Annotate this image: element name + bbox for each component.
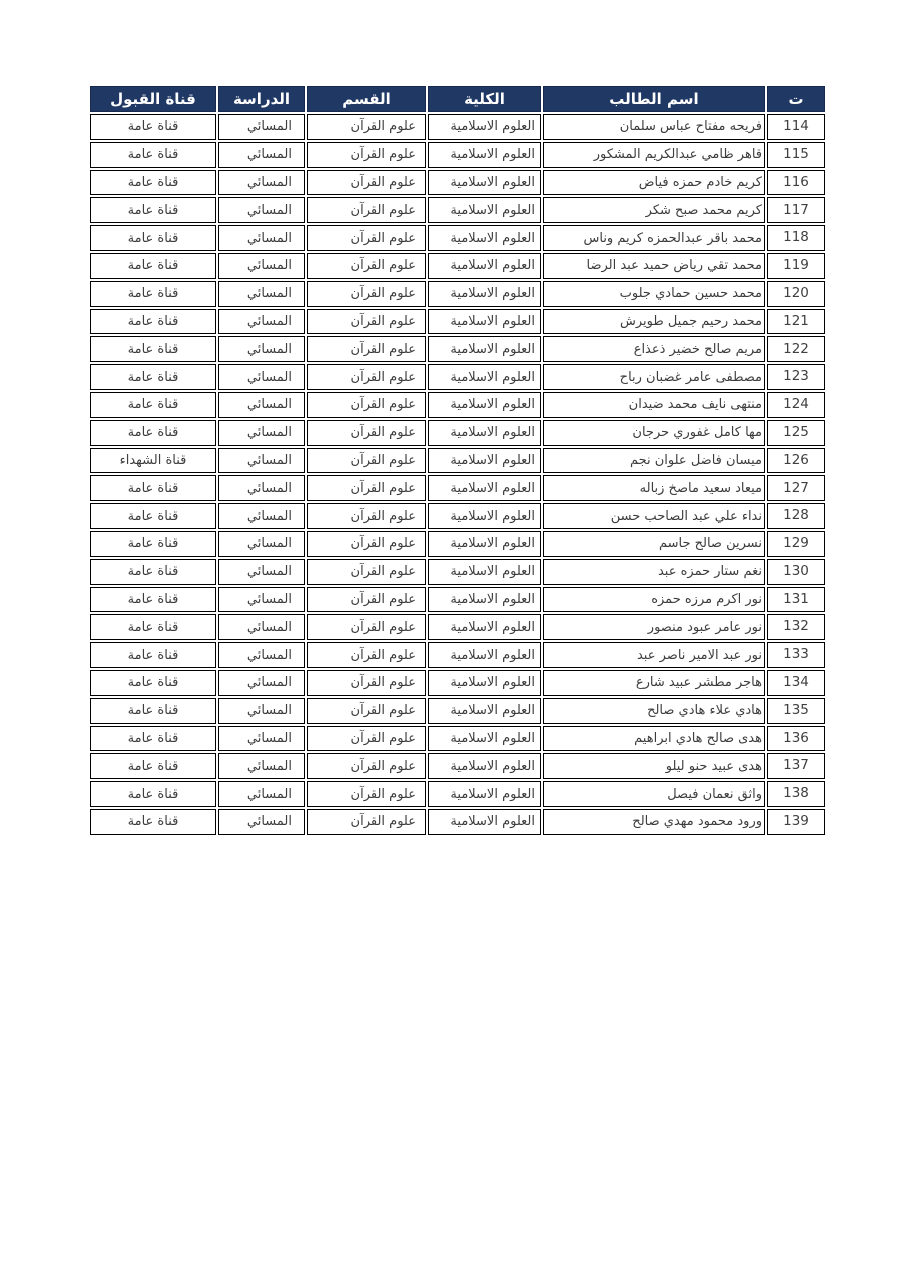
header-study-type: الدراسة [218,86,305,112]
cell-college: العلوم الاسلامية [428,781,541,807]
cell-student-name: محمد باقر عبدالحمزه كريم وناس [543,225,765,251]
cell-study-type: المسائي [218,781,305,807]
cell-student-name: هدى عبيد حنو ليلو [543,753,765,779]
cell-college: العلوم الاسلامية [428,642,541,668]
cell-student-name: مصطفى عامر غضبان رباح [543,364,765,390]
cell-admission-channel: قناة عامة [90,809,216,835]
table-body [90,114,825,835]
cell-college: العلوم الاسلامية [428,670,541,696]
cell-admission-channel: قناة عامة [90,281,216,307]
cell-college: العلوم الاسلامية [428,281,541,307]
cell-department: علوم القرآن [307,698,426,724]
cell-study-type: المسائي [218,114,305,140]
table-row [90,698,825,724]
cell-department: علوم القرآن [307,253,426,279]
cell-student-name: كريم محمد صبح شكر [543,197,765,223]
cell-department: علوم القرآن [307,309,426,335]
table-row [90,726,825,752]
cell-department: علوم القرآن [307,587,426,613]
table-row [90,420,825,446]
cell-department: علوم القرآن [307,642,426,668]
cell-student-name: منتهى نايف محمد ضيدان [543,392,765,418]
cell-department: علوم القرآن [307,726,426,752]
cell-study-type: المسائي [218,503,305,529]
cell-department: علوم القرآن [307,197,426,223]
cell-department: علوم القرآن [307,614,426,640]
cell-serial: 118 [767,225,825,251]
cell-study-type: المسائي [218,197,305,223]
table-row [90,281,825,307]
cell-serial: 128 [767,503,825,529]
table-row [90,587,825,613]
header-serial: ت [767,86,825,112]
cell-serial: 116 [767,170,825,196]
cell-college: العلوم الاسلامية [428,225,541,251]
cell-college: العلوم الاسلامية [428,448,541,474]
cell-serial: 130 [767,559,825,585]
cell-study-type: المسائي [218,225,305,251]
cell-admission-channel: قناة عامة [90,698,216,724]
cell-study-type: المسائي [218,614,305,640]
cell-admission-channel: قناة الشهداء [90,448,216,474]
cell-study-type: المسائي [218,475,305,501]
cell-admission-channel: قناة عامة [90,475,216,501]
cell-college: العلوم الاسلامية [428,531,541,557]
table-row [90,670,825,696]
table-row [90,225,825,251]
cell-student-name: نور اكرم مرزه حمزه [543,587,765,613]
cell-serial: 125 [767,420,825,446]
cell-student-name: ورود محمود مهدي صالح [543,809,765,835]
cell-admission-channel: قناة عامة [90,503,216,529]
cell-study-type: المسائي [218,420,305,446]
cell-admission-channel: قناة عامة [90,559,216,585]
cell-college: العلوم الاسلامية [428,475,541,501]
cell-department: علوم القرآن [307,448,426,474]
cell-department: علوم القرآن [307,753,426,779]
cell-study-type: المسائي [218,726,305,752]
cell-college: العلوم الاسلامية [428,614,541,640]
cell-admission-channel: قناة عامة [90,753,216,779]
cell-admission-channel: قناة عامة [90,197,216,223]
cell-department: علوم القرآن [307,114,426,140]
table-row [90,642,825,668]
table-row [90,475,825,501]
cell-admission-channel: قناة عامة [90,670,216,696]
table-row [90,197,825,223]
cell-admission-channel: قناة عامة [90,420,216,446]
cell-study-type: المسائي [218,448,305,474]
cell-study-type: المسائي [218,642,305,668]
cell-serial: 119 [767,253,825,279]
cell-serial: 132 [767,614,825,640]
cell-study-type: المسائي [218,336,305,362]
cell-admission-channel: قناة عامة [90,392,216,418]
cell-department: علوم القرآن [307,559,426,585]
cell-study-type: المسائي [218,587,305,613]
cell-college: العلوم الاسلامية [428,559,541,585]
cell-study-type: المسائي [218,253,305,279]
cell-serial: 124 [767,392,825,418]
cell-student-name: مريم صالح خضير ذعذاع [543,336,765,362]
cell-college: العلوم الاسلامية [428,114,541,140]
cell-serial: 137 [767,753,825,779]
cell-admission-channel: قناة عامة [90,336,216,362]
cell-department: علوم القرآن [307,364,426,390]
cell-admission-channel: قناة عامة [90,587,216,613]
cell-department: علوم القرآن [307,392,426,418]
cell-admission-channel: قناة عامة [90,781,216,807]
cell-serial: 136 [767,726,825,752]
cell-study-type: المسائي [218,670,305,696]
table-row [90,142,825,168]
table-row [90,114,825,140]
cell-student-name: واثق نعمان فيصل [543,781,765,807]
header-admission-channel: قناة القبول [90,86,216,112]
students-table [88,84,827,837]
cell-college: العلوم الاسلامية [428,170,541,196]
cell-department: علوم القرآن [307,281,426,307]
cell-serial: 134 [767,670,825,696]
cell-study-type: المسائي [218,392,305,418]
cell-department: علوم القرآن [307,781,426,807]
cell-admission-channel: قناة عامة [90,531,216,557]
cell-student-name: نسرين صالح جاسم [543,531,765,557]
cell-college: العلوم الاسلامية [428,587,541,613]
cell-college: العلوم الاسلامية [428,197,541,223]
cell-college: العلوم الاسلامية [428,503,541,529]
cell-admission-channel: قناة عامة [90,253,216,279]
cell-study-type: المسائي [218,142,305,168]
table-row [90,448,825,474]
cell-student-name: هاجر مطشر عبيد شارع [543,670,765,696]
table-row [90,336,825,362]
cell-college: العلوم الاسلامية [428,309,541,335]
table-row [90,309,825,335]
cell-serial: 131 [767,587,825,613]
cell-college: العلوم الاسلامية [428,253,541,279]
cell-department: علوم القرآن [307,809,426,835]
cell-admission-channel: قناة عامة [90,225,216,251]
table-header-row [90,86,825,112]
cell-admission-channel: قناة عامة [90,142,216,168]
cell-student-name: محمد تقي رياض حميد عبد الرضا [543,253,765,279]
table-row [90,559,825,585]
cell-admission-channel: قناة عامة [90,642,216,668]
cell-department: علوم القرآن [307,475,426,501]
table-row [90,392,825,418]
cell-student-name: فريحه مفتاح عباس سلمان [543,114,765,140]
cell-student-name: محمد رحيم جميل طويرش [543,309,765,335]
table-row [90,364,825,390]
cell-department: علوم القرآن [307,503,426,529]
cell-student-name: مها كامل غفوري حرجان [543,420,765,446]
cell-study-type: المسائي [218,559,305,585]
cell-college: العلوم الاسلامية [428,392,541,418]
cell-serial: 122 [767,336,825,362]
cell-serial: 115 [767,142,825,168]
cell-study-type: المسائي [218,753,305,779]
cell-college: العلوم الاسلامية [428,364,541,390]
table-row [90,170,825,196]
cell-student-name: قاهر ظامي عبدالكريم المشكور [543,142,765,168]
header-college: الكلية [428,86,541,112]
cell-college: العلوم الاسلامية [428,698,541,724]
cell-student-name: هدى صالح هادي ابراهيم [543,726,765,752]
header-student-name: اسم الطالب [543,86,765,112]
header-department: القسم [307,86,426,112]
table-row [90,503,825,529]
cell-department: علوم القرآن [307,336,426,362]
cell-admission-channel: قناة عامة [90,364,216,390]
cell-serial: 117 [767,197,825,223]
cell-student-name: ميعاد سعيد ماصخ زباله [543,475,765,501]
cell-admission-channel: قناة عامة [90,614,216,640]
cell-admission-channel: قناة عامة [90,309,216,335]
table-row [90,781,825,807]
cell-student-name: كريم خادم حمزه فياض [543,170,765,196]
cell-serial: 139 [767,809,825,835]
cell-study-type: المسائي [218,698,305,724]
cell-serial: 121 [767,309,825,335]
cell-admission-channel: قناة عامة [90,726,216,752]
cell-college: العلوم الاسلامية [428,753,541,779]
cell-college: العلوم الاسلامية [428,336,541,362]
cell-serial: 123 [767,364,825,390]
cell-student-name: ميسان فاضل علوان نجم [543,448,765,474]
cell-student-name: نداء علي عبد الصاحب حسن [543,503,765,529]
cell-department: علوم القرآن [307,170,426,196]
cell-serial: 138 [767,781,825,807]
cell-serial: 120 [767,281,825,307]
cell-student-name: هادي علاء هادي صالح [543,698,765,724]
cell-college: العلوم الاسلامية [428,726,541,752]
cell-department: علوم القرآن [307,225,426,251]
cell-serial: 135 [767,698,825,724]
cell-serial: 129 [767,531,825,557]
cell-department: علوم القرآن [307,142,426,168]
cell-department: علوم القرآن [307,420,426,446]
table-row [90,531,825,557]
cell-serial: 126 [767,448,825,474]
cell-department: علوم القرآن [307,670,426,696]
cell-student-name: نغم ستار حمزه عبد [543,559,765,585]
cell-student-name: نور عبد الامير ناصر عبد [543,642,765,668]
cell-serial: 127 [767,475,825,501]
cell-study-type: المسائي [218,281,305,307]
table-row [90,809,825,835]
cell-admission-channel: قناة عامة [90,114,216,140]
cell-study-type: المسائي [218,809,305,835]
table-row [90,253,825,279]
cell-college: العلوم الاسلامية [428,142,541,168]
cell-department: علوم القرآن [307,531,426,557]
cell-study-type: المسائي [218,364,305,390]
table-row [90,753,825,779]
cell-serial: 133 [767,642,825,668]
cell-college: العلوم الاسلامية [428,420,541,446]
cell-serial: 114 [767,114,825,140]
cell-student-name: محمد حسين حمادي جلوب [543,281,765,307]
cell-study-type: المسائي [218,309,305,335]
cell-study-type: المسائي [218,531,305,557]
cell-study-type: المسائي [218,170,305,196]
table-row [90,614,825,640]
cell-student-name: نور عامر عبود منصور [543,614,765,640]
cell-admission-channel: قناة عامة [90,170,216,196]
cell-college: العلوم الاسلامية [428,809,541,835]
